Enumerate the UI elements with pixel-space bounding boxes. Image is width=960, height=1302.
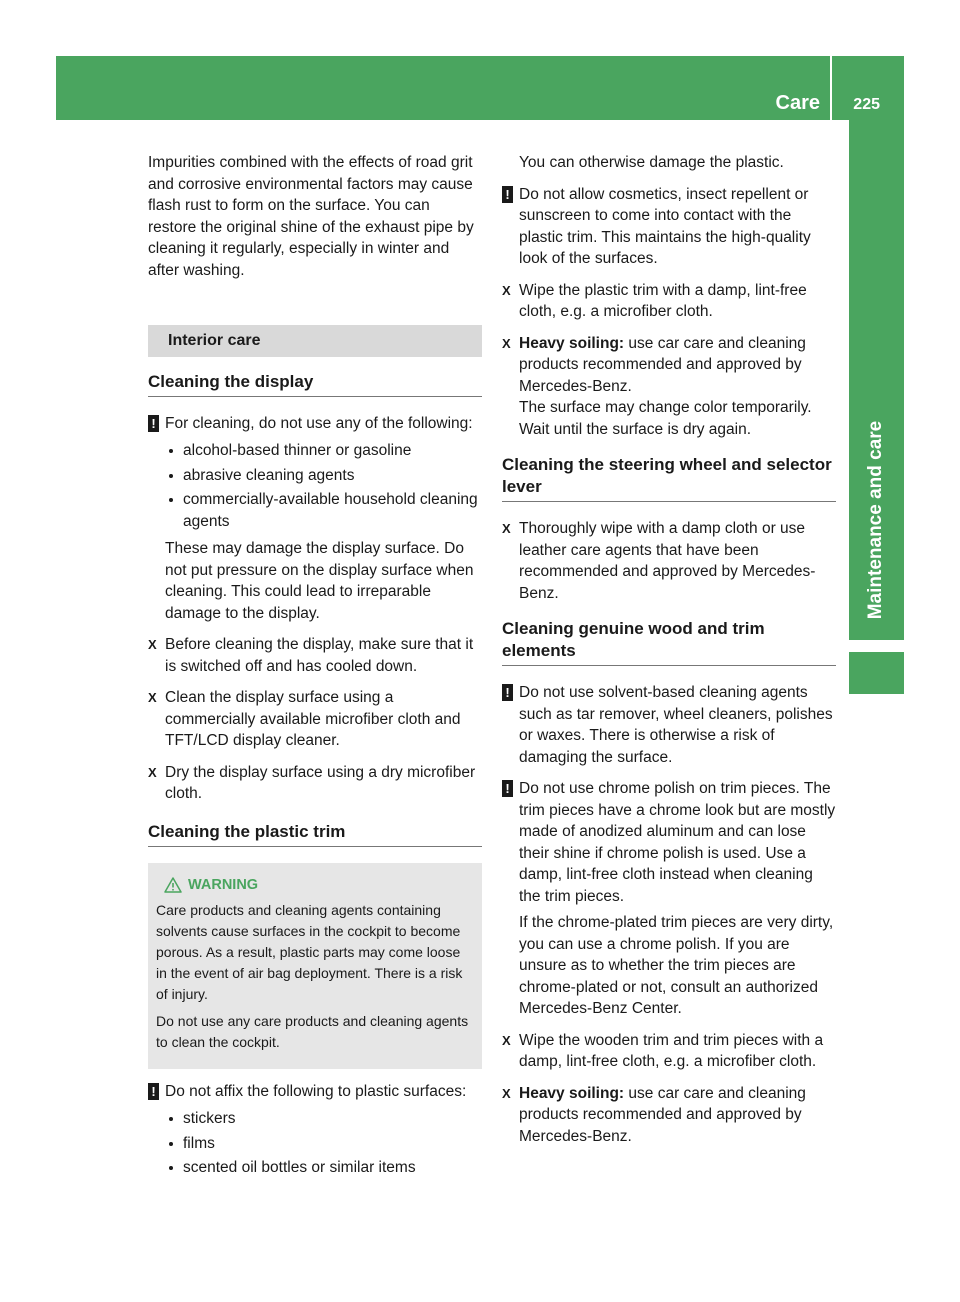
bullet-list [165, 440, 482, 532]
header-bar [56, 56, 904, 120]
list-item: abrasive cleaning agents [165, 465, 482, 487]
heading-cleaning-plastic: Cleaning the plastic trim [148, 821, 482, 847]
side-tab-label: Maintenance and care [865, 420, 886, 620]
warning-triangle-icon [164, 877, 182, 893]
side-tab-marker [849, 652, 904, 694]
notice-icon: ! [502, 684, 513, 701]
right-column [502, 152, 836, 1157]
step-text: Clean the display surface using a commercially available microfiber cloth and TFT/LCD display cleaner. [165, 689, 461, 749]
step-text: Thoroughly wipe with a damp cloth or use leather care agents that have been recommended and approved by Mercedes-Benz. [519, 520, 816, 602]
step-arrow-icon: X [502, 335, 511, 351]
notice-solvent [502, 682, 836, 768]
list-item: films [165, 1133, 482, 1155]
list-item: commercially-available household cleaning agents [165, 489, 482, 532]
warning-box [148, 863, 482, 1069]
chapter-title: Care [775, 92, 820, 114]
notice-text: Do not use chrome polish on trim pieces. The trim pieces have a chrome look but are mostly made of anodized aluminum and can lose their shine if chrome polish is used. Use a damp, lint-free cloth instead when cleaning the trim pieces. [519, 780, 836, 905]
notice-icon: ! [148, 415, 159, 432]
step-item [502, 280, 836, 323]
step-item [502, 518, 836, 604]
notice-cosmetics [502, 184, 836, 270]
step-item [502, 1030, 836, 1073]
step-note: The surface may change color temporarily. Wait until the surface is dry again. [519, 399, 812, 438]
notice-text: If the chrome-plated trim pieces are very dirty, you can use a chrome polish. If you are unsure as to whether the trim pieces are chrome-plated or not, consult an authorized Mercedes-Benz Center. [519, 914, 834, 1017]
left-column [148, 152, 482, 1189]
section-title: Interior care [148, 325, 482, 357]
step-text: Dry the display surface using a dry microfiber cloth. [165, 763, 476, 802]
step-item [148, 634, 482, 677]
step-text: Wipe the plastic trim with a damp, lint-free cloth, e.g. a microfiber cloth. [519, 281, 807, 320]
step-item [148, 762, 482, 805]
heading-wood-trim: Cleaning genuine wood and trim elements [502, 618, 836, 666]
notice-text: Do not use solvent-based cleaning agents such as tar remover, wheel cleaners, polishes or waxes. There is otherwise a risk of damaging the surface. [519, 684, 833, 766]
step-arrow-icon: X [502, 1032, 511, 1048]
heavy-soiling-text: use car care and cleaning products recommended and approved by Mercedes-Benz. [519, 1084, 806, 1145]
warning-title: WARNING [188, 876, 259, 893]
warning-text: Care products and cleaning agents containing solvents cause surfaces in the cockpit to become porous. As a result, plastic parts may come loose in the event of air bag deployment. There is a risk of injury. [156, 901, 463, 1002]
notice-plastic [148, 1081, 482, 1179]
step-arrow-icon: X [502, 521, 511, 536]
heavy-soiling-text: use car care and cleaning products recommended and approved by Mercedes-Benz. [519, 334, 806, 395]
step-item [148, 687, 482, 752]
step-arrow-icon: X [148, 764, 157, 780]
step-item [502, 1083, 836, 1148]
notice-icon: ! [502, 186, 513, 203]
list-item: alcohol-based thinner or gasoline [165, 440, 482, 462]
step-text: Wipe the wooden trim and trim pieces with a damp, lint-free cloth, e.g. a microfiber cloth. [519, 1031, 824, 1070]
step-arrow-icon: X [502, 282, 511, 298]
notice-display [148, 413, 482, 625]
warning-header [156, 875, 474, 896]
heavy-soiling-label: Heavy soiling: [519, 1084, 625, 1102]
notice-continuation: You can otherwise damage the plastic. [519, 154, 784, 171]
warning-text: Do not use any care products and cleaning agents to clean the cockpit. [156, 1012, 469, 1050]
notice-text: Do not allow cosmetics, insect repellent or sunscreen to come into contact with the plastic trim. This maintains the high-quality look of the surfaces. [519, 185, 811, 267]
step-text [519, 1083, 836, 1148]
heading-cleaning-display: Cleaning the display [148, 371, 482, 397]
notice-text: These may damage the display surface. Do not put pressure on the display surface when cleaning. This could lead to irreparable damage to the display. [165, 540, 474, 622]
step-item [502, 333, 836, 441]
heading-steering-wheel: Cleaning the steering wheel and selector lever [502, 454, 836, 502]
header-divider [830, 56, 832, 120]
page-number: 225 [853, 96, 880, 113]
step-arrow-icon: X [502, 1085, 511, 1101]
notice-chrome [502, 778, 836, 1020]
bullet-list [165, 1108, 482, 1179]
list-item: stickers [165, 1108, 482, 1130]
step-text [519, 333, 836, 398]
notice-text: For cleaning, do not use any of the following: [165, 414, 473, 432]
list-item: scented oil bottles or similar items [165, 1157, 482, 1179]
notice-icon: ! [502, 780, 513, 797]
step-arrow-icon: X [148, 690, 157, 705]
step-text: Before cleaning the display, make sure that it is switched off and has cooled down. [165, 636, 474, 675]
heavy-soiling-label: Heavy soiling: [519, 334, 625, 352]
notice-icon: ! [148, 1083, 159, 1100]
step-arrow-icon: X [148, 637, 157, 652]
intro-paragraph: Impurities combined with the effects of road grit and corrosive environmental factors may cause flash rust to form on the surface. You can restore the original shine of the exhaust pipe by cleaning it regularly, especially in winter and after washing. [148, 154, 474, 279]
notice-text: Do not affix the following to plastic surfaces: [165, 1082, 467, 1100]
